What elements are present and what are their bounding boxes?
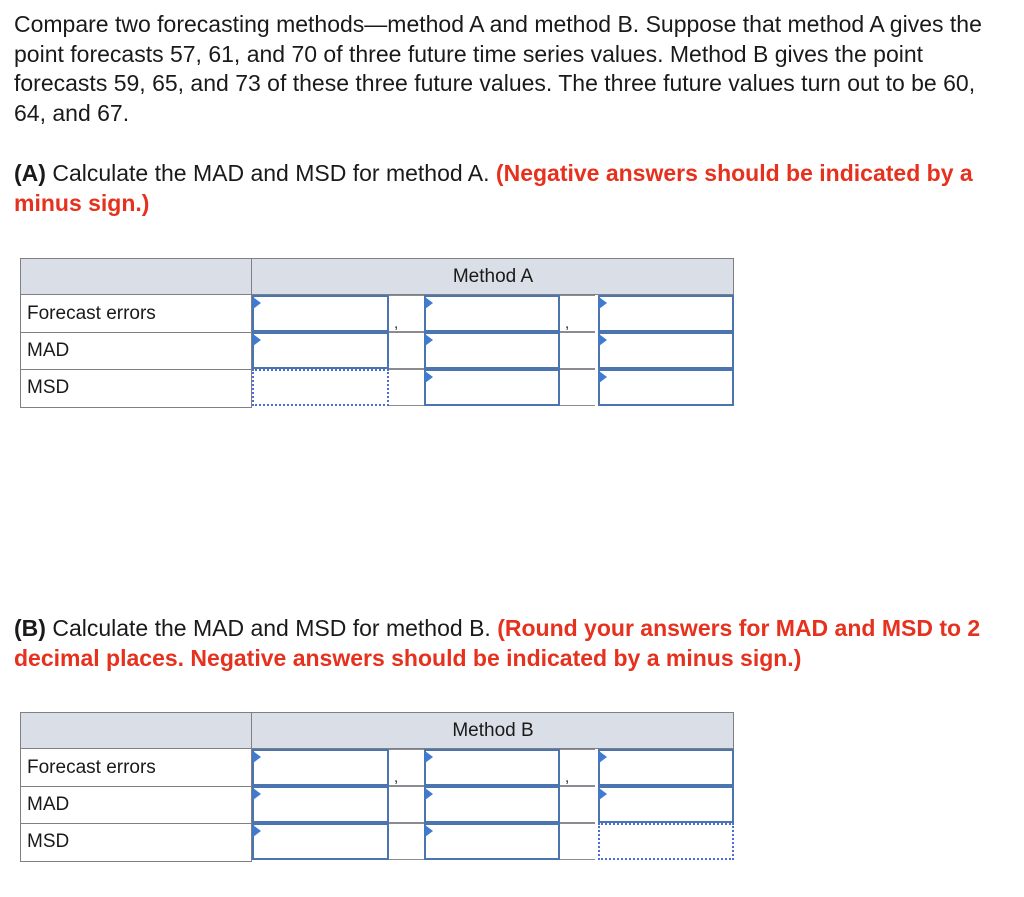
method-a-forecast-error-2-input[interactable] xyxy=(426,297,558,330)
part-a-letter: (A) xyxy=(14,160,46,186)
method-a-forecast-error-3-input[interactable] xyxy=(600,297,732,330)
method-a-msd-input-1[interactable] xyxy=(254,371,387,404)
method-b-row-label-forecast-errors: Forecast errors xyxy=(27,757,156,778)
method-b-row-label-mad: MAD xyxy=(27,794,70,815)
method-a-msd-cell-2 xyxy=(424,369,560,406)
part-b-prompt: Calculate the MAD and MSD for method B. xyxy=(45,615,498,641)
method-a-forecast-error-2-cell xyxy=(424,295,560,332)
method-a-table xyxy=(20,258,734,408)
method-b-msd-input-2[interactable] xyxy=(426,825,558,858)
method-b-forecast-error-3-cell xyxy=(598,749,734,786)
method-a-error-separator-1: , xyxy=(394,315,399,332)
method-a-column-header: Method A xyxy=(452,266,534,287)
method-b-forecast-error-2-cell xyxy=(424,749,560,786)
method-b-mad-input-1[interactable] xyxy=(254,788,387,821)
part-b-instruction: (Round your answers for MAD and MSD to 2 decimal places. Negative answers should be indicated by a minus sign.) xyxy=(14,615,981,671)
method-b-column-header: Method B xyxy=(452,720,534,741)
part-b-heading xyxy=(14,614,1009,673)
method-b-forecast-error-2-input[interactable] xyxy=(426,751,558,784)
method-a-mad-cell-1 xyxy=(252,332,389,369)
method-b-forecast-error-1-input[interactable] xyxy=(254,751,387,784)
method-a-row-label-forecast-errors: Forecast errors xyxy=(27,303,156,324)
method-b-forecast-error-1-cell xyxy=(252,749,389,786)
part-b-letter: (B) xyxy=(14,615,46,641)
method-b-mad-cell-3 xyxy=(598,786,734,823)
method-b-error-separator-2: , xyxy=(565,769,570,786)
method-a-forecast-error-3-cell xyxy=(598,295,734,332)
method-b-row-label-msd: MSD xyxy=(27,831,70,852)
method-a-mad-input-2[interactable] xyxy=(426,334,558,367)
method-a-msd-cell-3 xyxy=(598,369,734,406)
method-a-mad-input-3[interactable] xyxy=(600,334,732,367)
part-a-prompt: Calculate the MAD and MSD for method A. xyxy=(45,160,496,186)
method-b-table xyxy=(20,712,734,862)
method-b-mad-input-2[interactable] xyxy=(426,788,558,821)
method-a-error-separator-2: , xyxy=(565,315,570,332)
method-a-msd-input-2[interactable] xyxy=(426,371,558,404)
method-a-msd-cell-1 xyxy=(252,369,389,406)
question-intro: Compare two forecasting methods—method A and method B. Suppose that method A gives the point forecasts 57, 61, and 70 of three future time series values. Method B gives the point forecasts 59, 65, and 73 of these three future values. The three future values turn out to be 60, 64, and 67. xyxy=(14,11,982,126)
method-a-forecast-error-1-cell xyxy=(252,295,389,332)
method-b-msd-input-3[interactable] xyxy=(600,825,732,858)
method-b-forecast-error-3-input[interactable] xyxy=(600,751,732,784)
part-a-instruction: (Negative answers should be indicated by a minus sign.) xyxy=(14,160,973,216)
method-a-row-label-msd: MSD xyxy=(27,377,70,398)
method-b-msd-cell-3 xyxy=(598,823,734,860)
method-a-msd-input-3[interactable] xyxy=(600,371,732,404)
method-a-mad-input-1[interactable] xyxy=(254,334,387,367)
method-a-mad-cell-2 xyxy=(424,332,560,369)
method-b-mad-cell-1 xyxy=(252,786,389,823)
method-a-row-label-mad: MAD xyxy=(27,340,70,361)
method-b-mad-input-3[interactable] xyxy=(600,788,732,821)
method-b-error-separator-1: , xyxy=(394,769,399,786)
method-a-forecast-error-1-input[interactable] xyxy=(254,297,387,330)
method-b-msd-cell-1 xyxy=(252,823,389,860)
method-a-mad-cell-3 xyxy=(598,332,734,369)
method-b-mad-cell-2 xyxy=(424,786,560,823)
method-b-msd-input-1[interactable] xyxy=(254,825,387,858)
method-b-msd-cell-2 xyxy=(424,823,560,860)
part-a-heading xyxy=(14,159,1009,218)
